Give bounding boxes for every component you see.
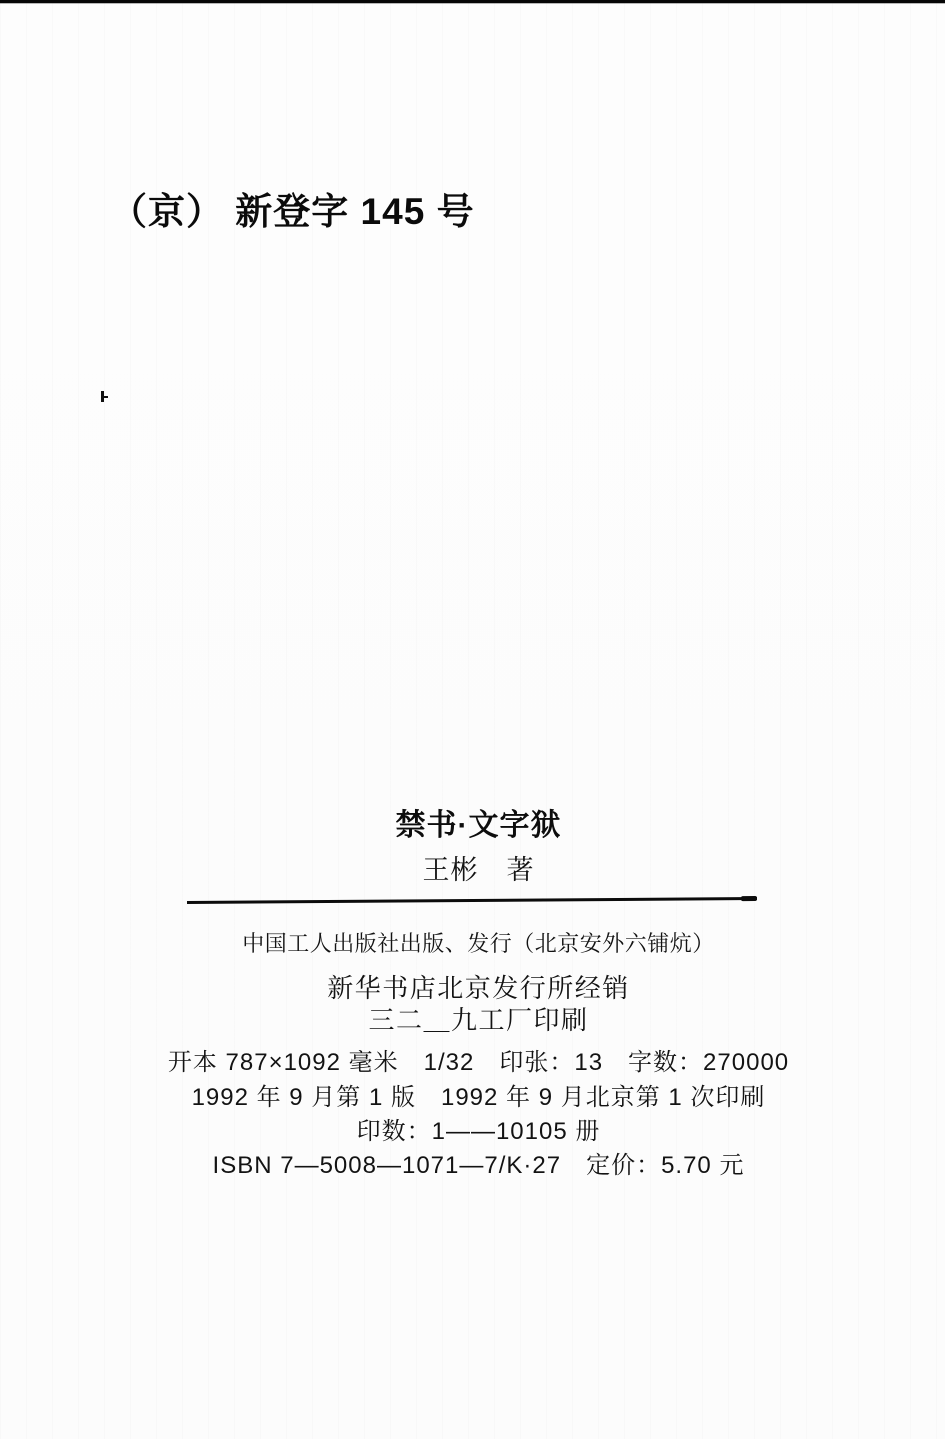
colophon-line-printer: 三二＿九工厂印刷 [368, 1005, 589, 1035]
book-title: 禁书·文字狱 [395, 809, 562, 842]
colophon-line-publisher: 中国工人出版社出版、发行（北京安外六铺炕） [242, 931, 715, 956]
colophon-line-isbn-price: ISBN 7—5008—1071—7/K·27 定价：5.70 元 [212, 1152, 745, 1179]
colophon-line-edition: 1992 年 9 月第 1 版 1992 年 9 月北京第 1 次印刷 [191, 1084, 766, 1111]
book-author: 王彬 著 [422, 855, 535, 886]
scan-artifact-top-bar [0, 0, 945, 3]
colophon-line-distributor: 新华书店北京发行所经销 [327, 973, 630, 1003]
title-divider-rule [187, 897, 757, 904]
registration-number-line: （京） 新登字 145 号 [110, 191, 475, 232]
colophon-line-format: 开本 787×1092 毫米 1/32 印张：13 字数：270000 [167, 1049, 790, 1076]
colophon-line-print-run: 印数：1——10105 册 [356, 1118, 601, 1145]
scan-artifact-speck [101, 391, 104, 402]
